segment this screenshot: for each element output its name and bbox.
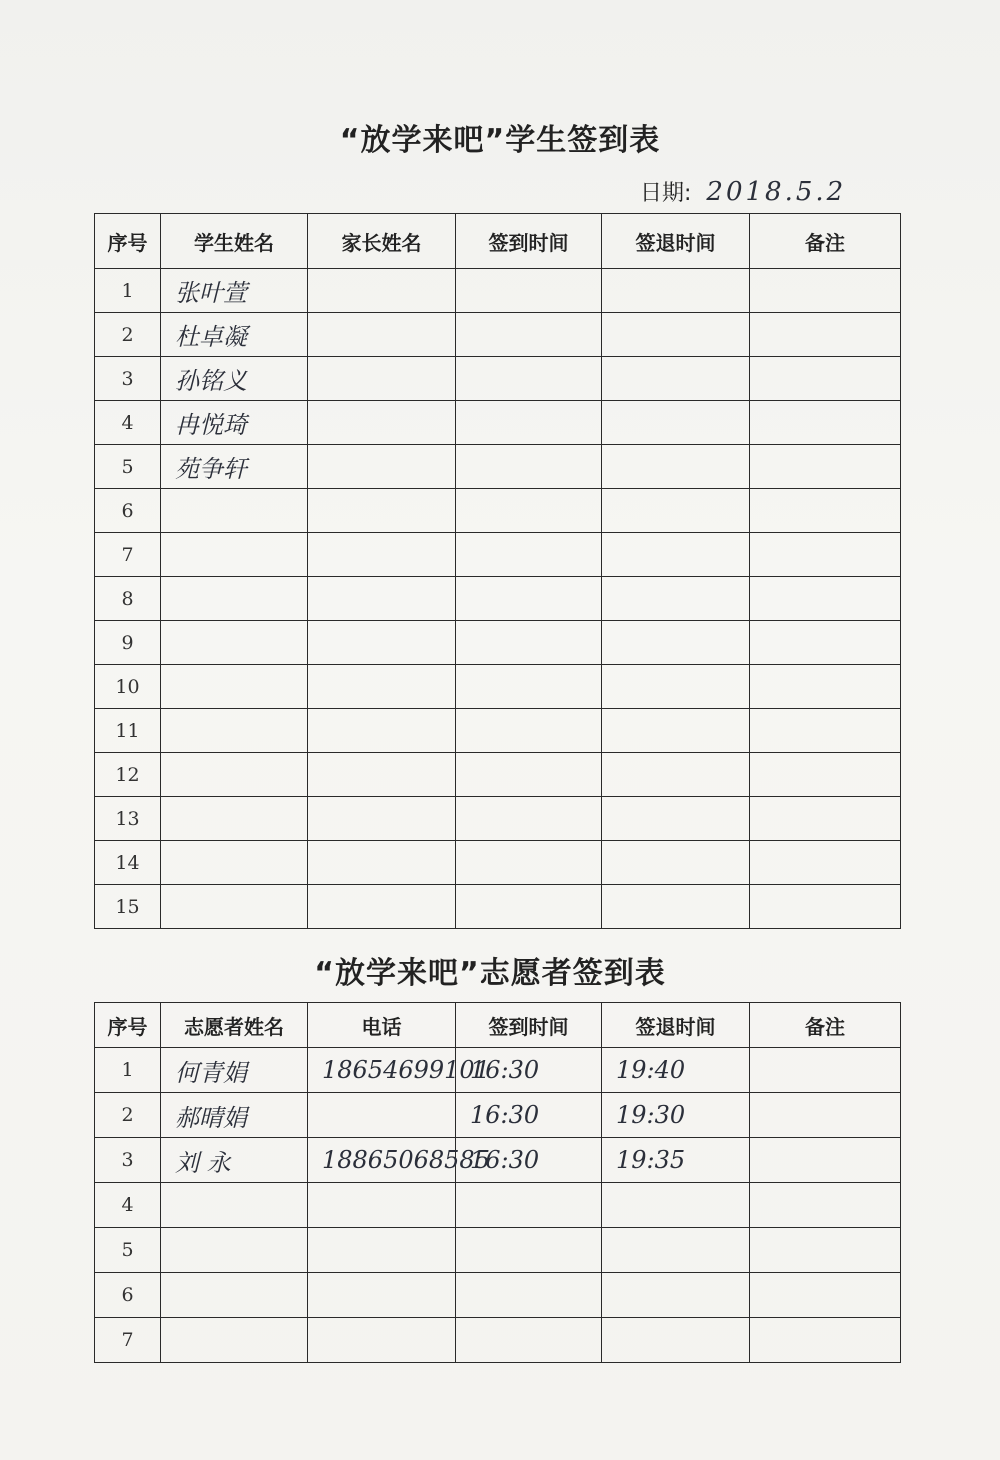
volunteer-name-cell: 郝晴娟 bbox=[161, 1093, 308, 1138]
student-sheet-title: “放学来吧”学生签到表 bbox=[339, 123, 661, 158]
row-number: 5 bbox=[95, 1228, 161, 1273]
signin-time-cell: 16:30 bbox=[456, 1048, 602, 1093]
signout-time-cell bbox=[602, 489, 750, 533]
student-name-cell: 冉悦琦 bbox=[161, 401, 308, 445]
row-number: 6 bbox=[95, 1273, 161, 1318]
signout-time-cell bbox=[602, 577, 750, 621]
signin-time-cell bbox=[456, 445, 602, 489]
header-signout-time: 签退时间 bbox=[602, 214, 750, 269]
table-row bbox=[95, 797, 901, 841]
note-cell bbox=[750, 841, 901, 885]
date-value: 2018.5.2 bbox=[706, 177, 847, 207]
signout-time-cell bbox=[602, 269, 750, 313]
volunteer-table-body bbox=[95, 1048, 901, 1363]
note-cell bbox=[750, 885, 901, 929]
volunteer-name-cell: 刘 永 bbox=[161, 1138, 308, 1183]
student-name-cell: 苑争轩 bbox=[161, 445, 308, 489]
student-signin-table bbox=[94, 213, 901, 929]
parent-name-cell bbox=[308, 621, 456, 665]
signout-time-cell bbox=[602, 1183, 750, 1228]
row-number: 15 bbox=[95, 885, 161, 929]
signout-time-cell: 19:30 bbox=[602, 1093, 750, 1138]
table-row bbox=[95, 1138, 901, 1183]
signout-time-cell bbox=[602, 445, 750, 489]
row-number: 2 bbox=[95, 313, 161, 357]
signin-time-cell bbox=[456, 489, 602, 533]
row-number: 9 bbox=[95, 621, 161, 665]
signin-time-cell bbox=[456, 357, 602, 401]
signin-time-cell bbox=[456, 665, 602, 709]
student-name-cell: 杜卓凝 bbox=[161, 313, 308, 357]
note-cell bbox=[750, 1273, 901, 1318]
signin-time-cell bbox=[456, 841, 602, 885]
volunteer-signin-table bbox=[94, 1002, 901, 1363]
note-cell bbox=[750, 753, 901, 797]
header-phone: 电话 bbox=[308, 1003, 456, 1048]
table-row bbox=[95, 1318, 901, 1363]
student-name-cell bbox=[161, 621, 308, 665]
row-number: 13 bbox=[95, 797, 161, 841]
note-cell bbox=[750, 401, 901, 445]
row-number: 11 bbox=[95, 709, 161, 753]
row-number: 1 bbox=[95, 1048, 161, 1093]
table-row bbox=[95, 445, 901, 489]
row-number: 6 bbox=[95, 489, 161, 533]
student-name-cell bbox=[161, 533, 308, 577]
signout-time-cell bbox=[602, 841, 750, 885]
row-number: 10 bbox=[95, 665, 161, 709]
row-number: 3 bbox=[95, 1138, 161, 1183]
date-row bbox=[640, 176, 846, 207]
phone-cell: 18654699101 bbox=[308, 1048, 456, 1093]
signin-time-cell bbox=[456, 1318, 602, 1363]
note-cell bbox=[750, 1183, 901, 1228]
note-cell bbox=[750, 1048, 901, 1093]
row-number: 4 bbox=[95, 1183, 161, 1228]
volunteer-name-cell bbox=[161, 1318, 308, 1363]
signin-time-cell bbox=[456, 401, 602, 445]
header-parent-name: 家长姓名 bbox=[308, 214, 456, 269]
note-cell bbox=[750, 533, 901, 577]
row-number: 7 bbox=[95, 533, 161, 577]
header-signin-time: 签到时间 bbox=[456, 1003, 602, 1048]
table-row bbox=[95, 1093, 901, 1138]
table-row bbox=[95, 533, 901, 577]
row-number: 1 bbox=[95, 269, 161, 313]
signin-time-cell bbox=[456, 885, 602, 929]
phone-cell bbox=[308, 1273, 456, 1318]
volunteer-name-cell bbox=[161, 1183, 308, 1228]
parent-name-cell bbox=[308, 797, 456, 841]
signout-time-cell bbox=[602, 753, 750, 797]
signin-time-cell bbox=[456, 709, 602, 753]
note-cell bbox=[750, 1138, 901, 1183]
date-label: 日期: bbox=[640, 181, 692, 206]
signout-time-cell bbox=[602, 621, 750, 665]
header-note: 备注 bbox=[750, 1003, 901, 1048]
note-cell bbox=[750, 621, 901, 665]
header-student-name: 学生姓名 bbox=[161, 214, 308, 269]
parent-name-cell bbox=[308, 885, 456, 929]
note-cell bbox=[750, 665, 901, 709]
row-number: 12 bbox=[95, 753, 161, 797]
signout-time-cell bbox=[602, 665, 750, 709]
table-row bbox=[95, 489, 901, 533]
row-number: 2 bbox=[95, 1093, 161, 1138]
volunteer-name-cell bbox=[161, 1273, 308, 1318]
student-name-cell: 张叶萱 bbox=[161, 269, 308, 313]
signout-time-cell bbox=[602, 1228, 750, 1273]
signout-time-cell bbox=[602, 533, 750, 577]
row-number: 7 bbox=[95, 1318, 161, 1363]
header-volunteer-name: 志愿者姓名 bbox=[161, 1003, 308, 1048]
parent-name-cell bbox=[308, 841, 456, 885]
signin-time-cell bbox=[456, 1183, 602, 1228]
table-row bbox=[95, 621, 901, 665]
signout-time-cell bbox=[602, 797, 750, 841]
student-name-cell bbox=[161, 665, 308, 709]
header-note: 备注 bbox=[750, 214, 901, 269]
student-name-cell bbox=[161, 841, 308, 885]
volunteer-sheet-title: “放学来吧”志愿者签到表 bbox=[314, 956, 666, 991]
parent-name-cell bbox=[308, 665, 456, 709]
signout-time-cell bbox=[602, 401, 750, 445]
parent-name-cell bbox=[308, 401, 456, 445]
signin-time-cell bbox=[456, 797, 602, 841]
student-table-body bbox=[95, 269, 901, 929]
volunteer-name-cell bbox=[161, 1228, 308, 1273]
note-cell bbox=[750, 1318, 901, 1363]
signin-time-cell bbox=[456, 1228, 602, 1273]
row-number: 8 bbox=[95, 577, 161, 621]
note-cell bbox=[750, 313, 901, 357]
signout-time-cell bbox=[602, 885, 750, 929]
signin-time-cell bbox=[456, 577, 602, 621]
table-row bbox=[95, 885, 901, 929]
note-cell bbox=[750, 357, 901, 401]
row-number: 14 bbox=[95, 841, 161, 885]
table-row bbox=[95, 313, 901, 357]
signin-time-cell bbox=[456, 313, 602, 357]
student-name-cell bbox=[161, 577, 308, 621]
parent-name-cell bbox=[308, 577, 456, 621]
signin-time-cell bbox=[456, 533, 602, 577]
note-cell bbox=[750, 1093, 901, 1138]
student-name-cell bbox=[161, 709, 308, 753]
signin-time-cell bbox=[456, 621, 602, 665]
signin-time-cell: 16:30 bbox=[456, 1093, 602, 1138]
note-cell bbox=[750, 1228, 901, 1273]
phone-cell bbox=[308, 1183, 456, 1228]
table-header-row bbox=[95, 214, 901, 269]
table-row bbox=[95, 269, 901, 313]
table-row bbox=[95, 357, 901, 401]
parent-name-cell bbox=[308, 357, 456, 401]
header-no: 序号 bbox=[95, 214, 161, 269]
table-row bbox=[95, 841, 901, 885]
note-cell bbox=[750, 445, 901, 489]
signin-time-cell bbox=[456, 1273, 602, 1318]
note-cell bbox=[750, 489, 901, 533]
parent-name-cell bbox=[308, 753, 456, 797]
student-name-cell: 孙铭义 bbox=[161, 357, 308, 401]
row-number: 5 bbox=[95, 445, 161, 489]
parent-name-cell bbox=[308, 445, 456, 489]
phone-cell bbox=[308, 1318, 456, 1363]
table-row bbox=[95, 1183, 901, 1228]
signout-time-cell bbox=[602, 1318, 750, 1363]
note-cell bbox=[750, 797, 901, 841]
signout-time-cell bbox=[602, 357, 750, 401]
table-row bbox=[95, 1048, 901, 1093]
signin-time-cell bbox=[456, 753, 602, 797]
header-no: 序号 bbox=[95, 1003, 161, 1048]
volunteer-name-cell: 何青娟 bbox=[161, 1048, 308, 1093]
table-row bbox=[95, 665, 901, 709]
note-cell bbox=[750, 709, 901, 753]
student-name-cell bbox=[161, 489, 308, 533]
table-header-row bbox=[95, 1003, 901, 1048]
table-row bbox=[95, 577, 901, 621]
signout-time-cell bbox=[602, 313, 750, 357]
table-row bbox=[95, 1273, 901, 1318]
student-name-cell bbox=[161, 797, 308, 841]
header-signin-time: 签到时间 bbox=[456, 214, 602, 269]
phone-cell: 18865068585 bbox=[308, 1138, 456, 1183]
signout-time-cell bbox=[602, 709, 750, 753]
signin-time-cell: 16:30 bbox=[456, 1138, 602, 1183]
parent-name-cell bbox=[308, 489, 456, 533]
parent-name-cell bbox=[308, 533, 456, 577]
table-row bbox=[95, 401, 901, 445]
student-name-cell bbox=[161, 753, 308, 797]
signout-time-cell bbox=[602, 1273, 750, 1318]
student-name-cell bbox=[161, 885, 308, 929]
table-row bbox=[95, 709, 901, 753]
row-number: 3 bbox=[95, 357, 161, 401]
note-cell bbox=[750, 577, 901, 621]
signout-time-cell: 19:35 bbox=[602, 1138, 750, 1183]
phone-cell bbox=[308, 1093, 456, 1138]
row-number: 4 bbox=[95, 401, 161, 445]
header-signout-time: 签退时间 bbox=[602, 1003, 750, 1048]
phone-cell bbox=[308, 1228, 456, 1273]
signout-time-cell: 19:40 bbox=[602, 1048, 750, 1093]
signin-time-cell bbox=[456, 269, 602, 313]
parent-name-cell bbox=[308, 709, 456, 753]
parent-name-cell bbox=[308, 269, 456, 313]
table-row bbox=[95, 1228, 901, 1273]
note-cell bbox=[750, 269, 901, 313]
parent-name-cell bbox=[308, 313, 456, 357]
table-row bbox=[95, 753, 901, 797]
